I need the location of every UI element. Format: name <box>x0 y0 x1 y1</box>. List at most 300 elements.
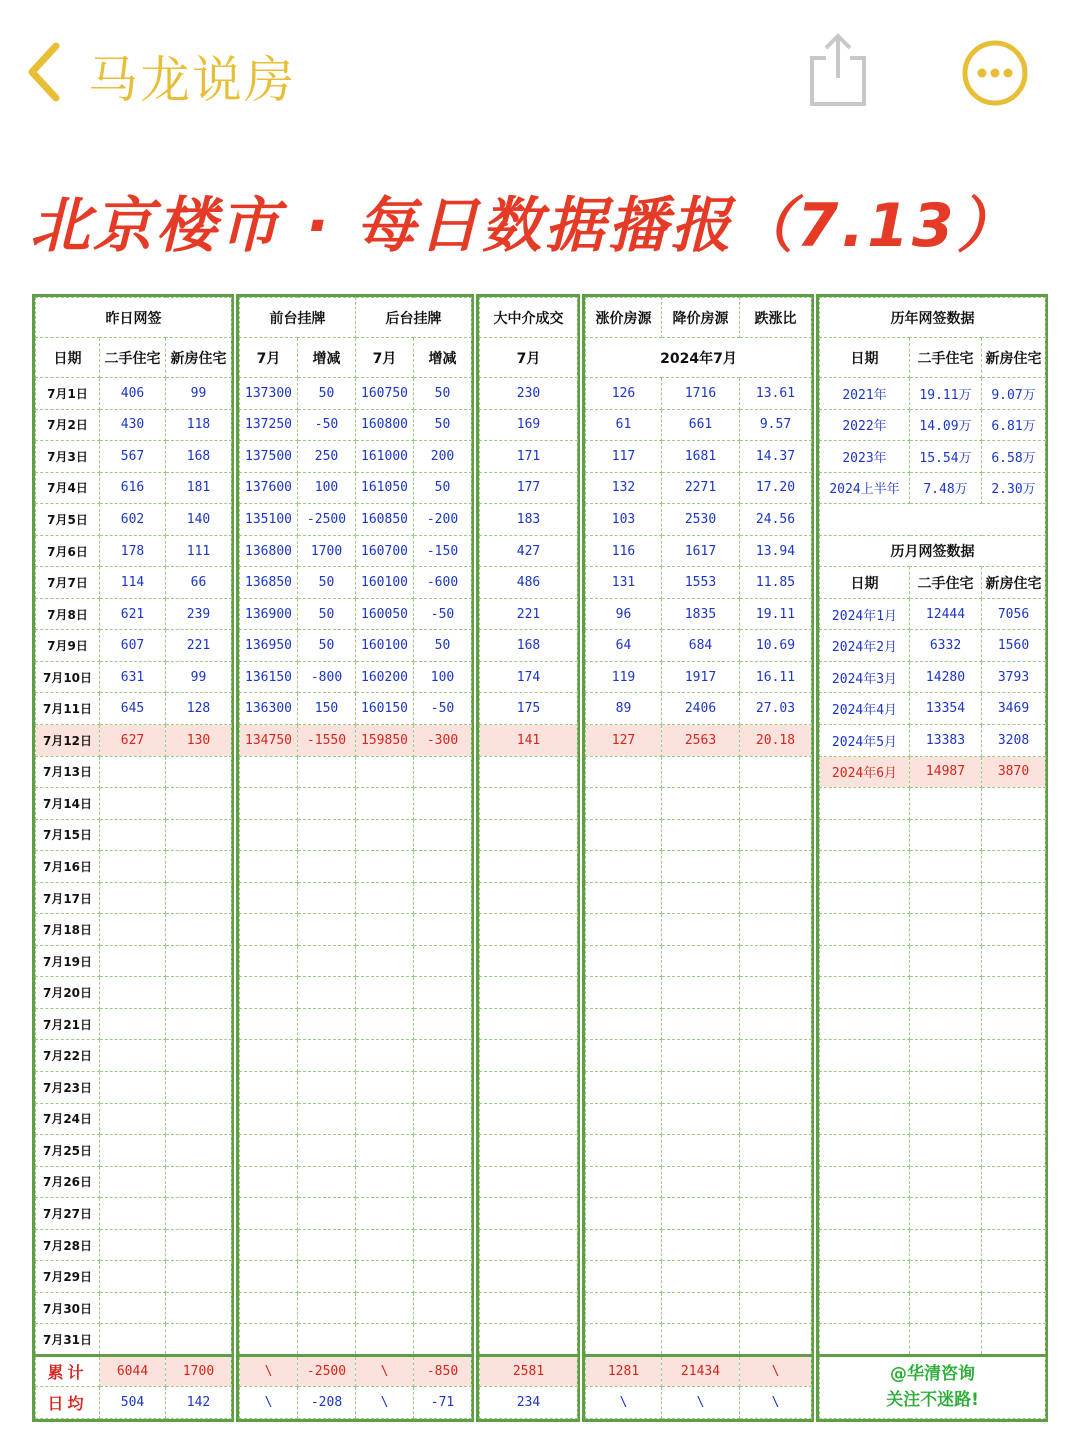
table-row <box>480 535 578 567</box>
table-cell: 3870 <box>982 756 1046 788</box>
table-cell: 1281 <box>586 1355 662 1387</box>
table-row <box>36 788 232 820</box>
table-row <box>480 1166 578 1198</box>
table-cell <box>298 1072 356 1104</box>
table-row <box>480 819 578 851</box>
table-row <box>586 725 812 757</box>
table-row <box>480 693 578 725</box>
table-cell: 12444 <box>910 598 982 630</box>
table-cell: -50 <box>298 409 356 441</box>
date-cell: 7月29日 <box>36 1261 100 1293</box>
table-row <box>586 1166 812 1198</box>
date-cell: 7月6日 <box>36 535 100 567</box>
table-row <box>586 851 812 883</box>
table-cell <box>356 1166 414 1198</box>
table-cell: 126 <box>586 378 662 410</box>
table-cell: 50 <box>298 378 356 410</box>
table-cell: 142 <box>166 1387 232 1419</box>
table-cell <box>414 977 472 1009</box>
table-cell <box>298 1135 356 1167</box>
table-cell <box>662 882 740 914</box>
table-row <box>820 1324 1046 1356</box>
table-cell: 607 <box>100 630 166 662</box>
date-cell: 7月7日 <box>36 567 100 599</box>
sum-row <box>36 1355 232 1387</box>
column-header: 2024年7月 <box>586 338 812 378</box>
table-cell: 13.61 <box>740 378 812 410</box>
table-row <box>36 725 232 757</box>
table-cell: 134750 <box>240 725 298 757</box>
table-cell: 9.07万 <box>982 378 1046 410</box>
table-cell <box>662 914 740 946</box>
table-cell <box>356 945 414 977</box>
date-cell: 7月3日 <box>36 441 100 473</box>
table-cell: \ <box>662 1387 740 1419</box>
table-cell <box>240 1198 298 1230</box>
table-cell <box>740 914 812 946</box>
table-cell: \ <box>740 1387 812 1419</box>
table-cell <box>480 1103 578 1135</box>
table-row <box>586 661 812 693</box>
table-row <box>586 567 812 599</box>
table-row <box>586 1040 812 1072</box>
table-cell: 6.81万 <box>982 409 1046 441</box>
date-cell: 7月10日 <box>36 661 100 693</box>
table-cell <box>982 1324 1046 1356</box>
column-header: 增减 <box>414 338 472 378</box>
table-cell: 430 <box>100 409 166 441</box>
table-cell: 645 <box>100 693 166 725</box>
date-cell: 7月22日 <box>36 1040 100 1072</box>
table-cell <box>100 788 166 820</box>
column-header: 日期 <box>820 338 910 378</box>
table-cell <box>982 882 1046 914</box>
table-cell <box>298 1292 356 1324</box>
table-row <box>820 977 1046 1009</box>
table-cell <box>662 977 740 1009</box>
sum-label: 累计 <box>36 1355 100 1387</box>
table-cell: 3469 <box>982 693 1046 725</box>
avg-row <box>480 1387 578 1419</box>
back-chevron-icon[interactable] <box>22 40 70 104</box>
table-cell: 118 <box>166 409 232 441</box>
table-cell <box>298 977 356 1009</box>
table-row <box>820 945 1046 977</box>
header-row <box>586 338 812 378</box>
table-cell: 135100 <box>240 504 298 536</box>
page-title: 北京楼市 · 每日数据播报（7.13） <box>30 191 1020 261</box>
table-cell <box>586 1135 662 1167</box>
date-cell: 7月19日 <box>36 945 100 977</box>
table-cell <box>356 1292 414 1324</box>
table-row <box>240 598 472 630</box>
table-cell <box>586 977 662 1009</box>
table-row <box>820 914 1046 946</box>
header-row <box>820 298 1046 338</box>
table-cell <box>740 1103 812 1135</box>
table-cell <box>166 914 232 946</box>
table-row <box>820 1229 1046 1261</box>
table-cell <box>240 1103 298 1135</box>
header-row <box>820 338 1046 378</box>
table-cell <box>586 851 662 883</box>
more-options-icon[interactable] <box>962 40 1028 106</box>
table-row <box>36 441 232 473</box>
table-row <box>480 945 578 977</box>
table-cell <box>910 1229 982 1261</box>
table-cell <box>166 1135 232 1167</box>
column-group-title: 涨价房源 <box>586 298 662 338</box>
table-row <box>820 756 1046 788</box>
table-cell <box>298 1103 356 1135</box>
table-cell: \ <box>356 1355 414 1387</box>
table-cell <box>240 1135 298 1167</box>
table-cell <box>356 788 414 820</box>
sum-row <box>480 1355 578 1387</box>
table-cell: 50 <box>298 598 356 630</box>
table-cell <box>100 1040 166 1072</box>
table-cell <box>820 1166 910 1198</box>
column-header: 新房住宅 <box>982 567 1046 599</box>
table-cell <box>910 1103 982 1135</box>
table-cell <box>982 1040 1046 1072</box>
table-cell: 427 <box>480 535 578 567</box>
table-cell <box>240 1292 298 1324</box>
table-row <box>36 1072 232 1104</box>
table-cell: 20.18 <box>740 725 812 757</box>
table-cell <box>662 1261 740 1293</box>
table-row <box>586 914 812 946</box>
table-cell: 137600 <box>240 472 298 504</box>
table-cell <box>820 1198 910 1230</box>
table-row <box>480 1261 578 1293</box>
table-cell <box>586 882 662 914</box>
table-row <box>586 977 812 1009</box>
table-cell <box>662 1040 740 1072</box>
column-header: 7月 <box>240 338 298 378</box>
column-header: 7月 <box>356 338 414 378</box>
table-cell <box>740 882 812 914</box>
table-row <box>820 819 1046 851</box>
table-cell <box>982 1166 1046 1198</box>
table-cell: 89 <box>586 693 662 725</box>
table-cell <box>100 1008 166 1040</box>
header-row <box>480 338 578 378</box>
table-row <box>240 1008 472 1040</box>
table-cell <box>356 914 414 946</box>
account-name[interactable]: 马龙说房 <box>88 51 296 109</box>
table-row <box>240 1040 472 1072</box>
date-cell: 7月13日 <box>36 756 100 788</box>
table-cell: 1835 <box>662 598 740 630</box>
table-row <box>586 504 812 536</box>
share-icon[interactable] <box>806 32 870 108</box>
date-cell: 7月4日 <box>36 472 100 504</box>
header-row <box>240 298 472 338</box>
table-cell: 50 <box>414 630 472 662</box>
table-cell <box>740 1229 812 1261</box>
table-cell: 6332 <box>910 630 982 662</box>
table-cell <box>982 1229 1046 1261</box>
table-cell <box>586 1166 662 1198</box>
table-row <box>820 661 1046 693</box>
table-cell: 181 <box>166 472 232 504</box>
table-cell: 50 <box>414 378 472 410</box>
table-cell: 61 <box>586 409 662 441</box>
table-cell <box>298 1324 356 1356</box>
table-cell: 11.85 <box>740 567 812 599</box>
table-row <box>240 1324 472 1356</box>
table-row <box>240 472 472 504</box>
table-cell: 175 <box>480 693 578 725</box>
table-cell: 141 <box>480 725 578 757</box>
table-cell <box>298 1166 356 1198</box>
table-row <box>480 756 578 788</box>
table-cell <box>480 851 578 883</box>
table-cell: 159850 <box>356 725 414 757</box>
table-row <box>480 788 578 820</box>
table-cell: 14987 <box>910 756 982 788</box>
header-row <box>36 298 232 338</box>
table-cell <box>166 1292 232 1324</box>
table-cell <box>298 914 356 946</box>
table-row <box>586 945 812 977</box>
table-row <box>240 851 472 883</box>
sum-row <box>240 1355 472 1387</box>
table-row <box>36 693 232 725</box>
table-cell: 7.48万 <box>910 472 982 504</box>
table-cell <box>100 1072 166 1104</box>
table-cell: 239 <box>166 598 232 630</box>
table-cell: 50 <box>414 409 472 441</box>
header-row <box>36 338 232 378</box>
table-cell <box>586 819 662 851</box>
table-cell: 136300 <box>240 693 298 725</box>
table-row <box>820 725 1046 757</box>
table-cell <box>298 1040 356 1072</box>
column-header: 二手住宅 <box>910 567 982 599</box>
table-cell <box>100 1229 166 1261</box>
table-row <box>240 1292 472 1324</box>
table-cell <box>740 1040 812 1072</box>
table-cell: 178 <box>100 535 166 567</box>
table-cell <box>740 1166 812 1198</box>
table-cell <box>982 945 1046 977</box>
table-row <box>36 567 232 599</box>
table-cell <box>982 1261 1046 1293</box>
table-cell <box>100 851 166 883</box>
table-cell <box>910 977 982 1009</box>
table-cell <box>910 1292 982 1324</box>
table-cell <box>356 1135 414 1167</box>
table-row <box>820 441 1046 473</box>
table-row <box>480 1198 578 1230</box>
table-cell <box>982 1008 1046 1040</box>
date-cell: 7月12日 <box>36 725 100 757</box>
table-cell <box>982 1072 1046 1104</box>
table-row <box>820 1008 1046 1040</box>
table-cell <box>480 1135 578 1167</box>
table-cell: 486 <box>480 567 578 599</box>
table-cell <box>586 914 662 946</box>
header-row <box>586 298 812 338</box>
table-row <box>36 1198 232 1230</box>
table-cell: 13383 <box>910 725 982 757</box>
date-cell: 7月23日 <box>36 1072 100 1104</box>
table-row <box>820 409 1046 441</box>
table-cell: 661 <box>662 409 740 441</box>
table-row <box>480 378 578 410</box>
table-cell: 19.11万 <box>910 378 982 410</box>
table-cell <box>100 882 166 914</box>
table-cell: 136150 <box>240 661 298 693</box>
table-cell <box>480 1229 578 1261</box>
table-row <box>586 693 812 725</box>
table-cell: 221 <box>480 598 578 630</box>
table-cell: -2500 <box>298 1355 356 1387</box>
table-cell <box>982 1135 1046 1167</box>
table-cell: 2530 <box>662 504 740 536</box>
table-cell: 96 <box>586 598 662 630</box>
table-cell: -71 <box>414 1387 472 1419</box>
table-cell: 140 <box>166 504 232 536</box>
table-cell: 13.94 <box>740 535 812 567</box>
table-cell: 161050 <box>356 472 414 504</box>
table-cell <box>298 945 356 977</box>
table-row <box>36 977 232 1009</box>
table-cell: 3208 <box>982 725 1046 757</box>
table-cell <box>166 1324 232 1356</box>
table-cell <box>240 1166 298 1198</box>
table-row <box>36 945 232 977</box>
table-cell: 221 <box>166 630 232 662</box>
table-cell: 6044 <box>100 1355 166 1387</box>
table-cell <box>820 945 910 977</box>
table-cell: \ <box>586 1387 662 1419</box>
table-cell: 2022年 <box>820 409 910 441</box>
table-cell <box>414 1292 472 1324</box>
sum-row <box>586 1355 812 1387</box>
table-cell <box>910 851 982 883</box>
table-cell <box>240 788 298 820</box>
table-cell: 171 <box>480 441 578 473</box>
column-header: 二手住宅 <box>100 338 166 378</box>
price-changes-table <box>585 297 812 1419</box>
column-header: 新房住宅 <box>166 338 232 378</box>
column-header: 7月 <box>480 338 578 378</box>
table-cell: 2024年4月 <box>820 693 910 725</box>
table-cell: 1617 <box>662 535 740 567</box>
avg-label: 日均 <box>36 1387 100 1419</box>
table-row <box>480 598 578 630</box>
table-cell <box>910 945 982 977</box>
table-cell: 119 <box>586 661 662 693</box>
table-cell: 14280 <box>910 661 982 693</box>
table-cell <box>662 1292 740 1324</box>
table-cell <box>166 1072 232 1104</box>
table-row <box>36 1040 232 1072</box>
table-cell <box>298 1008 356 1040</box>
table-cell: 136800 <box>240 535 298 567</box>
date-cell: 7月28日 <box>36 1229 100 1261</box>
date-cell: 7月15日 <box>36 819 100 851</box>
table-cell <box>356 1040 414 1072</box>
column-header: 增减 <box>298 338 356 378</box>
table-row <box>480 1229 578 1261</box>
column-group-title: 历月网签数据 <box>820 535 1046 567</box>
table-cell: 116 <box>586 535 662 567</box>
promo-cell <box>820 1355 1046 1418</box>
table-cell: 406 <box>100 378 166 410</box>
table-row <box>586 630 812 662</box>
table-cell: 131 <box>586 567 662 599</box>
table-cell <box>100 1135 166 1167</box>
table-cell <box>820 882 910 914</box>
table-cell <box>480 1008 578 1040</box>
table-row <box>480 882 578 914</box>
table-cell: -850 <box>414 1355 472 1387</box>
table-cell <box>100 945 166 977</box>
table-cell: 6.58万 <box>982 441 1046 473</box>
table-cell: \ <box>240 1387 298 1419</box>
table-cell: 100 <box>298 472 356 504</box>
table-cell <box>166 977 232 1009</box>
table-cell <box>586 1040 662 1072</box>
table-cell: 1716 <box>662 378 740 410</box>
table-row <box>240 1135 472 1167</box>
table-cell: -800 <box>298 661 356 693</box>
date-cell: 7月26日 <box>36 1166 100 1198</box>
table-cell <box>414 882 472 914</box>
table-cell <box>820 1229 910 1261</box>
date-cell: 7月25日 <box>36 1135 100 1167</box>
date-cell: 7月20日 <box>36 977 100 1009</box>
table-cell <box>414 1324 472 1356</box>
table-cell: \ <box>740 1355 812 1387</box>
table-row <box>36 409 232 441</box>
table-cell <box>240 945 298 977</box>
table-cell <box>298 882 356 914</box>
avg-row <box>36 1387 232 1419</box>
table-cell: 137250 <box>240 409 298 441</box>
column-group-title: 降价房源 <box>662 298 740 338</box>
table-cell <box>910 1166 982 1198</box>
table-cell: 21434 <box>662 1355 740 1387</box>
table-cell <box>740 1072 812 1104</box>
table-row <box>586 756 812 788</box>
table-cell <box>100 977 166 1009</box>
date-cell: 7月1日 <box>36 378 100 410</box>
table-row <box>480 472 578 504</box>
table-cell <box>298 1261 356 1293</box>
table-cell <box>240 1008 298 1040</box>
table-row <box>36 1166 232 1198</box>
table-cell: 160800 <box>356 409 414 441</box>
table-row <box>586 882 812 914</box>
table-row <box>240 661 472 693</box>
table-cell: -150 <box>414 535 472 567</box>
table-cell <box>298 1198 356 1230</box>
table-cell <box>414 756 472 788</box>
table-row <box>820 693 1046 725</box>
table-cell <box>356 1008 414 1040</box>
table-cell: 9.57 <box>740 409 812 441</box>
table-row <box>240 567 472 599</box>
table-cell: 7056 <box>982 598 1046 630</box>
table-row <box>240 882 472 914</box>
date-cell: 7月18日 <box>36 914 100 946</box>
table-row <box>820 598 1046 630</box>
